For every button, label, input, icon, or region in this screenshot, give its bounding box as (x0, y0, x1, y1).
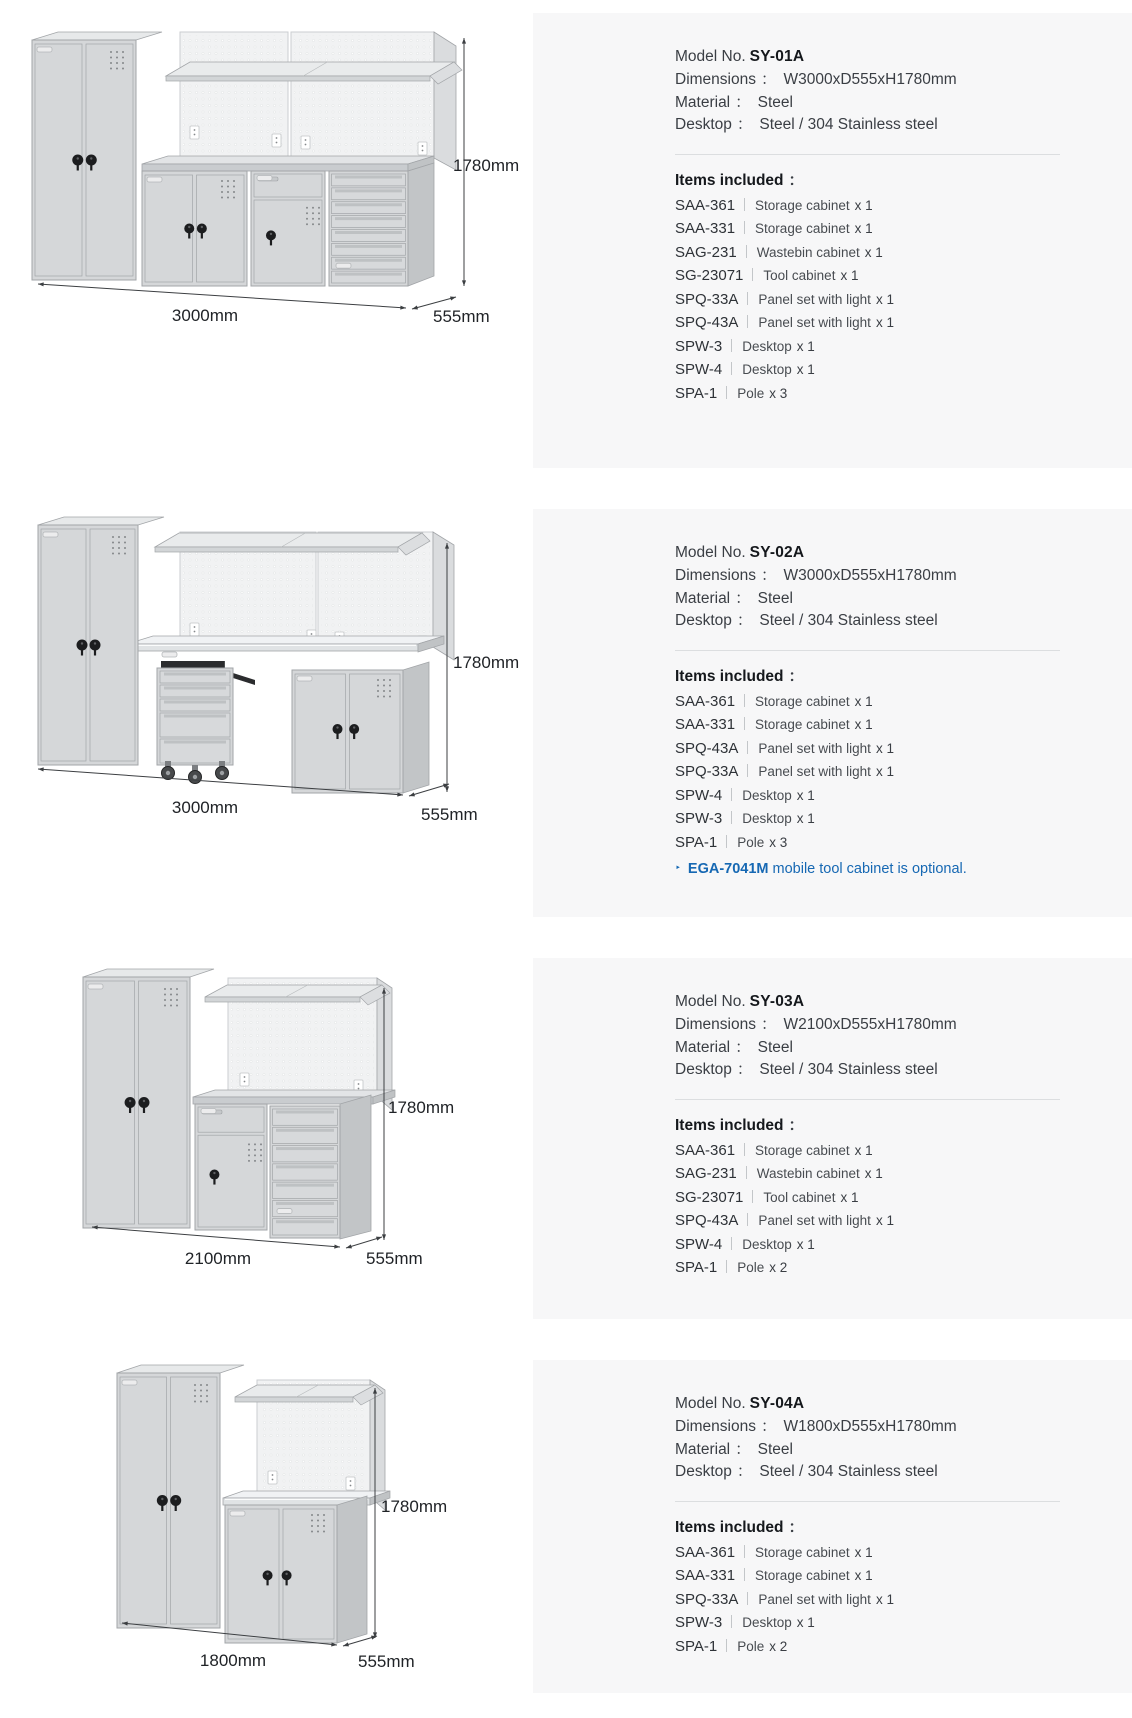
item-row (675, 690, 1132, 714)
width-dim-label: 1800mm (199, 1651, 267, 1670)
spec-value: Steel / 304 Stainless steel (759, 1061, 938, 1078)
note-text: mobile tool cabinet is optional. (768, 861, 967, 877)
item-quantity: x 2 (769, 1260, 788, 1275)
spec-panel-sy-03a (533, 958, 1132, 1319)
item-code: SPA-1 (675, 833, 718, 851)
item-quantity: x 1 (840, 1189, 859, 1205)
item-code: SAA-361 (675, 692, 736, 710)
items-title-text: Items included (675, 1518, 784, 1536)
colon: ： (735, 1440, 751, 1458)
depth-dim-label: 555mm (358, 1652, 415, 1671)
items-title-text: Items included (675, 171, 784, 189)
item-separator (731, 362, 732, 375)
colon: ： (760, 71, 777, 88)
item-description: Storage cabinet (755, 1568, 850, 1583)
colon: ： (735, 1038, 751, 1056)
item-code: SAA-331 (675, 220, 736, 237)
item-code: SPW-4 (675, 361, 723, 378)
item-separator (746, 1166, 747, 1179)
item-description: Pole (737, 385, 765, 401)
item-row (675, 1635, 1132, 1659)
spec-value: Steel (757, 1038, 793, 1056)
item-row (675, 194, 1132, 218)
depth-dim-label: 555mm (421, 805, 478, 824)
model-prefix: Model No. (675, 48, 746, 65)
item-separator (744, 198, 745, 211)
spec-label: Material (675, 93, 731, 111)
model-number: SY-01A (749, 48, 805, 65)
item-quantity: x 3 (769, 834, 788, 850)
item-quantity: x 1 (796, 787, 815, 803)
item-code: SPW-4 (675, 786, 723, 804)
item-row (675, 335, 1132, 359)
item-description: Storage cabinet (755, 197, 850, 213)
item-quantity: x 1 (854, 693, 873, 709)
model-prefix: Model No. (675, 544, 746, 561)
item-description: Desktop (742, 811, 792, 826)
item-row (675, 1256, 1132, 1280)
spec-list (675, 1416, 1132, 1484)
item-row (675, 1186, 1132, 1210)
item-description: Desktop (742, 338, 792, 354)
note-bullet-icon: ‣ (675, 863, 681, 874)
item-quantity: x 1 (796, 338, 815, 354)
item-row (675, 241, 1132, 265)
spec-line (675, 1416, 1132, 1439)
item-separator (747, 764, 748, 777)
item-description: Desktop (742, 787, 792, 803)
item-row (675, 784, 1132, 808)
spec-list (675, 69, 1132, 137)
item-description: Tool cabinet (763, 1189, 836, 1205)
model-prefix: Model No. (675, 1395, 746, 1412)
model-number: SY-02A (749, 544, 805, 561)
spec-list (675, 1014, 1132, 1082)
spec-line (675, 92, 1132, 115)
item-code: SPQ-43A (675, 739, 739, 757)
height-dim-label: 1780mm (453, 653, 520, 672)
colon: ： (788, 171, 805, 189)
item-row (675, 760, 1132, 784)
items-title-text: Items included (675, 667, 784, 685)
item-quantity: x 1 (796, 1236, 815, 1252)
height-dim-label: 1780mm (388, 1098, 455, 1117)
height-dim-label: 1780mm (381, 1497, 448, 1516)
item-code: SAA-361 (675, 196, 736, 214)
item-quantity: x 1 (854, 221, 873, 236)
item-row (675, 831, 1132, 855)
item-row (675, 1588, 1132, 1612)
item-code: SPQ-43A (675, 314, 739, 331)
item-separator (731, 1237, 732, 1250)
item-quantity: x 1 (875, 291, 894, 307)
item-separator (731, 788, 732, 801)
illustration-sy-01a (18, 18, 518, 334)
item-quantity: x 1 (864, 244, 883, 260)
workbench-drawing (18, 18, 518, 330)
item-row (675, 1209, 1132, 1233)
spec-label: Dimensions (675, 71, 756, 88)
item-row (675, 1139, 1132, 1163)
item-quantity: x 1 (854, 1142, 873, 1158)
divider (675, 650, 1060, 651)
item-quantity: x 1 (864, 1166, 883, 1181)
spec-line (675, 588, 1132, 611)
item-quantity: x 1 (875, 1591, 894, 1607)
item-row (675, 713, 1132, 737)
colon: ： (788, 1518, 805, 1536)
item-description: Pole (737, 1260, 765, 1275)
item-description: Storage cabinet (755, 693, 850, 709)
item-separator (744, 221, 745, 234)
item-quantity: x 3 (769, 385, 788, 401)
item-quantity: x 1 (840, 268, 859, 283)
spec-label: Dimensions (675, 1016, 756, 1033)
item-code: SAG-231 (675, 1165, 737, 1182)
model-line (675, 45, 1132, 69)
item-row (675, 1233, 1132, 1257)
spec-value: Steel (757, 1440, 793, 1458)
spec-line (675, 610, 1132, 633)
items-list (675, 194, 1132, 406)
width-dim-label: 2100mm (184, 1249, 252, 1268)
item-separator (752, 268, 753, 281)
item-quantity: x 1 (796, 811, 815, 826)
spec-value: W3000xD555xH1780mm (783, 567, 957, 584)
colon: ： (760, 1016, 777, 1033)
item-description: Panel set with light (758, 740, 871, 756)
item-description: Desktop (742, 1236, 792, 1252)
item-description: Panel set with light (758, 1213, 871, 1228)
item-separator (726, 1260, 727, 1273)
spec-panel-sy-04a (533, 1360, 1132, 1693)
note-model-code: EGA-7041M (687, 861, 769, 877)
colon: ： (788, 667, 805, 685)
item-code: SAG-231 (675, 243, 737, 261)
item-row (675, 1564, 1132, 1588)
illustration-sy-04a (60, 1348, 500, 1696)
colon: ： (788, 1116, 805, 1134)
width-dim-label: 3000mm (171, 306, 239, 325)
item-code: SPQ-33A (675, 290, 739, 308)
item-description: Storage cabinet (755, 717, 850, 732)
item-separator (731, 1615, 732, 1628)
item-code: SPW-3 (675, 337, 723, 355)
item-quantity: x 1 (854, 717, 873, 732)
item-quantity: x 1 (875, 740, 894, 756)
item-description: Panel set with light (758, 291, 871, 307)
spec-line (675, 1461, 1132, 1484)
spec-label: Dimensions (675, 567, 756, 584)
spec-label: Desktop (675, 1061, 732, 1078)
spec-value: Steel (757, 93, 793, 111)
item-separator (731, 811, 732, 824)
spec-label: Dimensions (675, 1418, 756, 1435)
spec-line (675, 1037, 1132, 1060)
item-quantity: x 1 (854, 1544, 873, 1560)
item-code: SPW-4 (675, 1235, 723, 1253)
divider (675, 154, 1060, 155)
spec-label: Desktop (675, 1463, 732, 1480)
depth-dim-label: 555mm (366, 1249, 423, 1268)
item-separator (747, 292, 748, 305)
item-quantity: x 1 (875, 315, 894, 330)
items-title-text: Items included (675, 1116, 784, 1134)
item-quantity: x 1 (854, 1568, 873, 1583)
spec-value: Steel (757, 589, 793, 607)
items-title (675, 1515, 1132, 1541)
spec-panel-sy-01a (533, 13, 1132, 468)
spec-value: W2100xD555xH1780mm (783, 1016, 957, 1033)
items-list (675, 1541, 1132, 1659)
width-dim-label: 3000mm (171, 798, 239, 817)
item-separator (726, 835, 727, 848)
colon: ： (736, 1463, 753, 1480)
colon: ： (735, 93, 751, 111)
item-description: Panel set with light (758, 315, 871, 330)
spec-label: Desktop (675, 612, 732, 629)
item-code: SAA-361 (675, 1543, 736, 1561)
item-separator (744, 717, 745, 730)
item-separator (744, 694, 745, 707)
item-quantity: x 1 (854, 197, 873, 213)
illustration-sy-02a (18, 492, 518, 830)
item-description: Panel set with light (758, 764, 871, 779)
spec-line (675, 565, 1132, 588)
items-list (675, 1139, 1132, 1280)
item-row (675, 264, 1132, 288)
item-description: Panel set with light (758, 1591, 871, 1607)
model-prefix: Model No. (675, 993, 746, 1010)
workbench-drawing (18, 492, 518, 804)
item-description: Wastebin cabinet (756, 244, 860, 260)
spec-value: Steel / 304 Stainless steel (759, 1463, 938, 1480)
item-separator (744, 1568, 745, 1581)
item-quantity: x 2 (769, 1638, 788, 1654)
spec-value: Steel / 304 Stainless steel (759, 612, 938, 629)
item-quantity: x 1 (875, 1213, 894, 1228)
model-number: SY-04A (749, 1395, 805, 1412)
item-code: SPA-1 (675, 1637, 718, 1655)
items-title (675, 168, 1132, 194)
model-line (675, 1392, 1132, 1416)
item-separator (747, 1592, 748, 1605)
model-line (675, 541, 1132, 565)
item-description: Tool cabinet (763, 268, 836, 283)
optional-note (675, 856, 1132, 882)
item-code: SPQ-43A (675, 1212, 739, 1229)
spec-list (675, 565, 1132, 633)
item-code: SPQ-33A (675, 763, 739, 780)
model-number: SY-03A (749, 993, 805, 1010)
item-row (675, 1541, 1132, 1565)
item-row (675, 807, 1132, 831)
item-code: SPA-1 (675, 1259, 718, 1276)
item-row (675, 1611, 1132, 1635)
item-description: Storage cabinet (755, 221, 850, 236)
item-description: Pole (737, 1638, 765, 1654)
spec-line (675, 1059, 1132, 1082)
colon: ： (735, 589, 751, 607)
spec-label: Material (675, 589, 731, 607)
item-code: SPW-3 (675, 1614, 723, 1631)
item-code: SAA-361 (675, 1141, 736, 1159)
item-code: SPW-3 (675, 810, 723, 827)
item-separator (746, 245, 747, 258)
divider (675, 1501, 1060, 1502)
item-separator (747, 741, 748, 754)
spec-value: W1800xD555xH1780mm (783, 1418, 957, 1435)
item-separator (731, 339, 732, 352)
spec-panel-sy-02a (533, 509, 1132, 917)
item-code: SG-23071 (675, 267, 744, 284)
item-code: SPA-1 (675, 384, 718, 402)
colon: ： (736, 116, 753, 133)
depth-dim-label: 555mm (433, 307, 490, 326)
height-dim-label: 1780mm (453, 156, 520, 175)
spec-line (675, 114, 1132, 137)
spec-label: Material (675, 1038, 731, 1056)
items-title (675, 664, 1132, 690)
item-separator (726, 1639, 727, 1652)
items-list (675, 690, 1132, 855)
spec-line (675, 1439, 1132, 1462)
item-row (675, 288, 1132, 312)
item-separator (747, 1213, 748, 1226)
colon: ： (736, 1061, 753, 1078)
item-row (675, 737, 1132, 761)
illustration-sy-03a (40, 948, 500, 1286)
item-row (675, 311, 1132, 335)
model-line (675, 990, 1132, 1014)
item-description: Wastebin cabinet (756, 1166, 860, 1181)
colon: ： (760, 1418, 777, 1435)
item-quantity: x 1 (796, 1615, 815, 1630)
item-code: SPQ-33A (675, 1590, 739, 1608)
spec-line (675, 1014, 1132, 1037)
spec-value: Steel / 304 Stainless steel (759, 116, 938, 133)
item-description: Storage cabinet (755, 1544, 850, 1560)
spec-line (675, 69, 1132, 92)
item-description: Desktop (742, 1615, 792, 1630)
spec-label: Desktop (675, 116, 732, 133)
item-separator (744, 1545, 745, 1558)
item-separator (744, 1143, 745, 1156)
item-separator (752, 1190, 753, 1203)
item-row (675, 358, 1132, 382)
item-row (675, 1162, 1132, 1186)
item-separator (747, 315, 748, 328)
item-quantity: x 1 (796, 362, 815, 377)
colon: ： (760, 567, 777, 584)
spec-value: W3000xD555xH1780mm (783, 71, 957, 88)
item-description: Pole (737, 834, 765, 850)
item-code: SAA-331 (675, 716, 736, 733)
item-description: Storage cabinet (755, 1142, 850, 1158)
colon: ： (736, 612, 753, 629)
item-separator (726, 386, 727, 399)
spec-label: Material (675, 1440, 731, 1458)
item-code: SG-23071 (675, 1188, 744, 1206)
item-description: Desktop (742, 362, 792, 377)
items-title (675, 1113, 1132, 1139)
item-code: SAA-331 (675, 1567, 736, 1584)
divider (675, 1099, 1060, 1100)
item-row (675, 382, 1132, 406)
item-quantity: x 1 (875, 764, 894, 779)
item-row (675, 217, 1132, 241)
